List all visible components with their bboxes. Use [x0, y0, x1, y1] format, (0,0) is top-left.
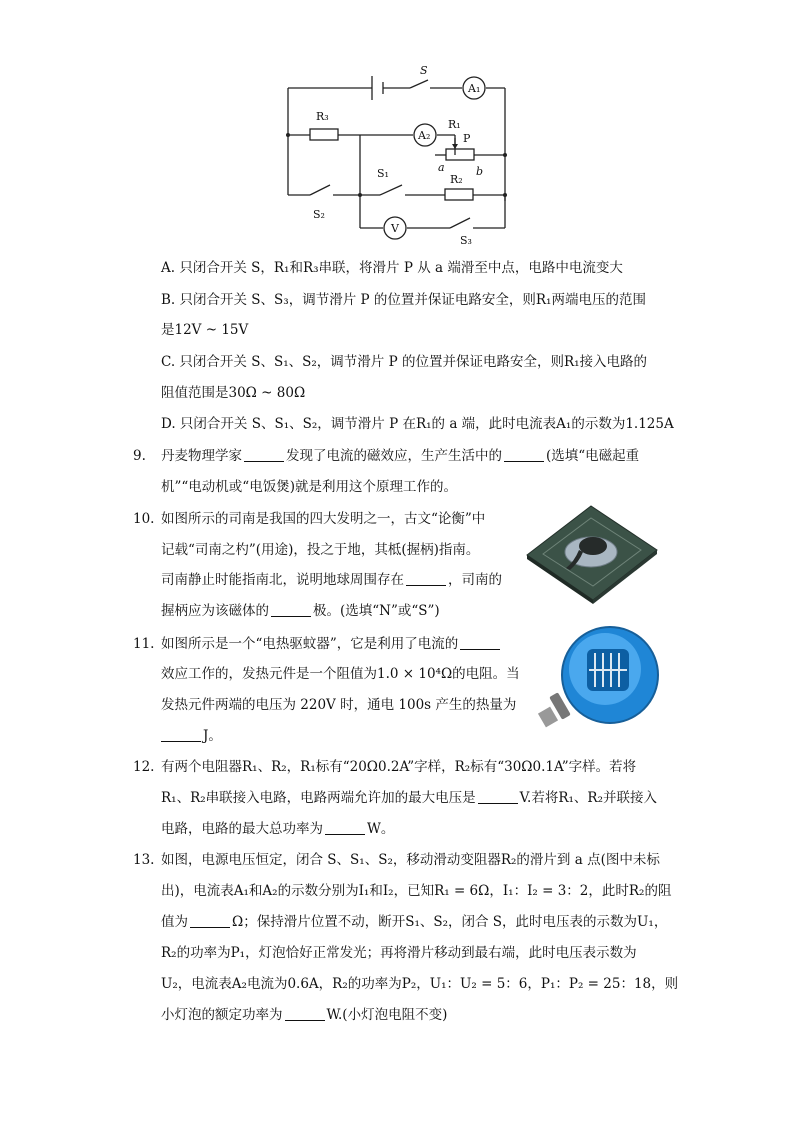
q10-number: 10. [133, 511, 155, 527]
q9-text-c: (选填“电磁起重 [546, 448, 640, 464]
q8-option-c-line2: 阻值范围是30Ω ~ 80Ω [161, 385, 306, 401]
label-b: b [476, 165, 484, 178]
mosquito-repeller-image [525, 625, 665, 730]
q11-number: 11. [133, 636, 155, 652]
q12-line1: 有两个电阻器R₁、R₂，R₁标有“20Ω0.2A”字样，R₂标有“30Ω0.1A”字样。若将 [161, 759, 637, 775]
label-R3: R₃ [316, 110, 329, 123]
label-V: V [391, 222, 399, 235]
q13-line1: 如图，电源电压恒定，闭合 S、S₁、S₂，移动滑动变阻器R₂的滑片到 a 点(图中未标 [161, 852, 660, 868]
q13-text-b: Ω；保持滑片位置不动，断开S₁、S₂，闭合 S，此时电压表的示数为U₁， [232, 914, 668, 930]
label-R2: R₂ [450, 173, 463, 186]
label-A1: A₁ [468, 82, 481, 95]
q11-line2: 效应工作的，发热元件是一个阻值为1.0 × 10⁴Ω的电阻。当 [161, 666, 520, 682]
q10-text-d: 极。(选填“N”或“S”) [313, 603, 440, 619]
label-a: a [438, 161, 445, 174]
q11-text-a: 如图所示是一个“电热驱蚊器”，它是利用了电流的 [161, 636, 459, 652]
q9-blank-2[interactable] [504, 447, 544, 462]
q9-text-b: 发现了电流的磁效应，生产生活中的 [286, 448, 502, 464]
q11-blank-1[interactable] [460, 635, 500, 650]
q11-blank-2[interactable] [161, 727, 201, 742]
q13-blank-2[interactable] [285, 1006, 325, 1021]
q10-text-c: 握柄应为该磁体的 [161, 603, 269, 619]
label-A2: A₂ [418, 129, 431, 142]
q13-text-c: 小灯泡的额定功率为 [161, 1007, 283, 1023]
q10-blank-2[interactable] [271, 602, 311, 617]
q10-line1: 如图所示的司南是我国的四大发明之一，古文“论衡”中 [161, 511, 486, 527]
q11-line3: 发热元件两端的电压为 220V 时，通电 100s 产生的热量为 [161, 697, 517, 713]
label-R1: R₁ [448, 118, 461, 131]
label-S: S [420, 64, 428, 77]
q10-line2: 记载“司南之杓”(用途)，投之于地，其柢(握柄)指南。 [161, 542, 480, 558]
label-S1: S₁ [377, 167, 389, 180]
q8-option-b-line2: 是12V ~ 15V [161, 322, 249, 338]
sinan-compass-image [519, 500, 664, 605]
q9-blank-1[interactable] [244, 447, 284, 462]
q8-option-b-line1: B. 只闭合开关 S、S₃，调节滑片 P 的位置并保证电路安全，则R₁两端电压的范围 [161, 292, 646, 308]
q10-blank-1[interactable] [406, 571, 446, 586]
q13-line5: U₂，电流表A₂电流为0.6A，R₂的功率为P₂，U₁：U₂ = 5：6，P₁：P₂ = 25：18，则 [161, 976, 679, 992]
q8-option-d: D. 只闭合开关 S、S₁、S₂，调节滑片 P 在R₁的 a 端，此时电流表A₁的示数为1.125A [161, 416, 674, 432]
q8-option-a: A. 只闭合开关 S，R₁和R₃串联，将滑片 P 从 a 端滑至中点，电路中电流变大 [161, 260, 623, 276]
q11-line4 [161, 726, 222, 746]
q13-line3 [161, 912, 667, 932]
q11-text-b: J。 [203, 728, 222, 744]
q10-line4 [161, 601, 440, 621]
q10-text-a: 司南静止时能指南北，说明地球周围存在 [161, 572, 404, 588]
q13-blank-1[interactable] [190, 913, 230, 928]
q11-line1 [161, 634, 502, 654]
q12-blank-1[interactable] [478, 789, 518, 804]
label-P: P [463, 132, 471, 145]
q12-text-b: V.若将R₁、R₂并联接入 [519, 790, 657, 806]
q13-text-d: W.(小灯泡电阻不变) [326, 1007, 448, 1023]
q12-text-a: R₁、R₂串联接入电路，电路两端允许加的最大电压是 [161, 790, 476, 806]
q13-line2: 出)，电流表A₁和A₂的示数分别为I₁和I₂，已知R₁ = 6Ω，I₁：I₂ = 3：2，此时R₂的阻 [161, 883, 672, 899]
q9-line2: 机”“电动机或“电饭煲)就是利用这个原理工作的。 [161, 479, 457, 495]
q12-line3 [161, 819, 394, 839]
q13-line4: R₂的功率为P₁，灯泡恰好正常发光；再将滑片移动到最右端，此时电压表示数为 [161, 945, 637, 961]
q9-number: 9. [133, 448, 146, 464]
circuit-diagram [280, 58, 520, 253]
q13-line6 [161, 1005, 447, 1025]
label-S3: S₃ [460, 234, 472, 247]
q12-text-d: W。 [367, 821, 395, 837]
q10-line3 [161, 570, 502, 590]
q9-line1 [161, 446, 639, 466]
q13-text-a: 值为 [161, 914, 188, 930]
q10-text-b: ，司南的 [448, 572, 502, 588]
q12-line2 [161, 788, 657, 808]
q12-blank-2[interactable] [325, 820, 365, 835]
label-S2: S₂ [313, 208, 325, 221]
q9-text-a: 丹麦物理学家 [161, 448, 242, 464]
q12-number: 12. [133, 759, 155, 775]
q12-text-c: 电路，电路的最大总功率为 [161, 821, 323, 837]
q8-option-c-line1: C. 只闭合开关 S、S₁、S₂，调节滑片 P 的位置并保证电路安全，则R₁接入电路的 [161, 354, 648, 370]
q13-number: 13. [133, 852, 155, 868]
